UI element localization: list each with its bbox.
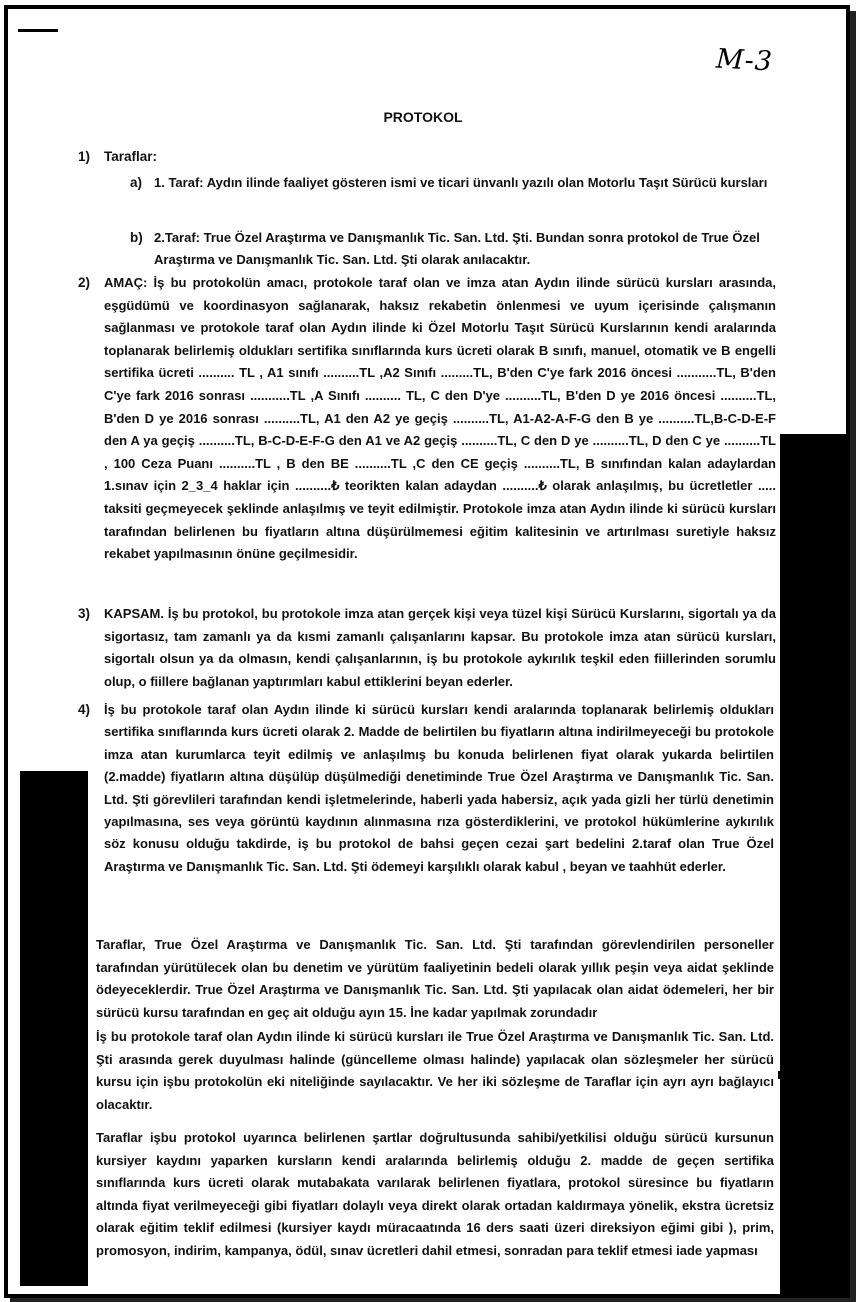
section-2-lead: AMAÇ: [104,275,148,290]
redaction-block-left [20,771,88,1286]
section-1-heading: Taraflar: [104,149,158,164]
section-4-paragraph-3: İş bu protokole taraf olan Aydın ilinde ki sürücü kursları ile True Özel Araştırma ve Danışmanlık Tic. San. Ltd. Şti arasında gerek duyulması halinde (güncelleme olması halinde) yapılacak olan sözleşmeler her sürücü kursu için işbu protokolün eki niteliğinde sayılacaktır. Ve her iki sözleşme de Taraflar için ayrı ayrı bağlayıcı olacaktır. [96,1029,774,1112]
section-1-number: 1) [78,149,91,164]
handwritten-note: M-3 [715,43,774,78]
section-3-text [104,603,776,693]
section-3-body: İş bu protokol, bu protokole imza atan gerçek kişi veya tüzel kişi Sürücü Kurslarını, sigortalı ya da sigortasız, tam zamanlı ya da kısmi zamanlı çalışanlarını kapsar. Bu protokole imza atan sürücü kursları, sigortalı olsun ya da olmasın, kendi çalışanlarının, iş bu protokole aykırılık teşkil eden fiillerinden sorumlu olup, o fiillere bağlanan yaptırımları kabul ettiklerini beyan ederler. [104,606,776,689]
section-2-text [104,272,776,566]
section-2-body: İş bu protokolün amacı, protokole taraf olan ve imza atan Aydın ilinde sürücü kursları arasında, eşgüdümü ve koordinasyon sağlanarak, haksız rekabetin önlenmesi ve uyum içerisinde çalışmanın sağlanması ve protokole taraf olan Aydın ilinde ki Özel Motorlu Taşıt Sürücü Kurslarının kendi aralarında toplanarak belirlemiş oldukları sertifika sınıflarında kurs ücreti olarak B sınıfı, manuel, otomatik ve B engelli sertifika ücreti .......... TL , A1 sınıfı ..........TL ,A2 Sınıfı .........TL, B'den C'ye fark 2016 öncesi ...........TL, B'den C'ye fark 2016 sonrası ...........TL ,A Sınıfı .......... TL, C den D'ye ..........TL, B'den D ye 2016 öncesi ..........TL, B'den D ye 2016 sonrası ..........TL, A1 den A2 ye geçiş ..........TL, A1-A2-A-F-G den B ye ..........TL,B-C-D-E-F den A ya geçiş ..........TL, B-C-D-E-F-G den A1 ve A2 geçiş ..........TL, C den D ye ..........TL, D den C ye ..........TL , 100 Ceza Puanı ..........TL , B den BE ..........TL ,C den CE geçiş ..........TL, B sınıfından kalan adaylardan 1.sınav için 2_3_4 haklar için ..........₺ teorikten kalan adaydan ..........₺ olarak anlaşılmış, bu ücretletler ..... taksiti geçmeyecek şeklinde anlaşılmış ve teyit edilmiştir. Protokole imza atan Aydın ilinde ki sürücü kursları tarafından belirlenen bu fiyatların altına düşürülmemesi eğitim kalitesinin ve artırılması suretiyle haksız rekabet yapılmasının önüne geçilmesidir. [104,275,776,562]
item-b-text: 2.Taraf: True Özel Araştırma ve Danışmanlık Tic. San. Ltd. Şti. Bundan sonra protokol de True Özel Araştırma ve Danışmanlık Tic. San. Ltd. Şti olarak anılacaktır. [154,230,760,267]
redaction-edge [778,1071,848,1079]
section-3-lead: KAPSAM. [104,606,164,621]
scan-mark [18,29,58,32]
section-3-number: 3) [78,606,91,621]
document-page [4,5,850,1298]
section-4-number: 4) [78,702,91,717]
item-a-text: 1. Taraf: Aydın ilinde faaliyet gösteren ismi ve ticari ünvanlı yazılı olan Motorlu Taşıt Sürücü kursları [154,175,768,190]
section-4-paragraph-2: Taraflar, True Özel Araştırma ve Danışmanlık Tic. San. Ltd. Şti tarafından görevlendirilen personeller tarafından yürütülecek olan bu denetim ve yürütüm faaliyetinin bedeli olarak yıllık peşin veya aidat şeklinde ödeyeceklerdir. True Özel Araştırma ve Danışmanlık Tic. San. Ltd. Şti yapılacak olan aidat ödemeleri, her bir sürücü kursu tarafından en geç ait olduğu ayın 15. İne kadar yapılmak zorundadır [96,937,774,1020]
redaction-block-right [780,434,846,1294]
item-a-label: a) [130,175,143,190]
section-2-number: 2) [78,275,91,290]
document-title: PROTOKOL [383,109,463,125]
item-b-label: b) [130,230,143,245]
section-4-paragraph-4: Taraflar işbu protokol uyarınca belirlenen şartlar doğrultusunda sahibi/yetkilisi olduğu sürücü kursunun kursiyer kaydını yaparken kursların kendi aralarında belirlemiş olduğu 2. madde de geçen sertifika sınıflarında kurs ücreti olarak mutabakata varılarak belirlenen fiyatlara, protokol süresince bu fiyatların altında fiyat verilmeyeceği gibi fiyatları dolaylı veya direkt olarak ortadan kaldırmaya yönelik, ekstra ücretsiz olarak eğitim teklif edilmesi (kursiyer kaydı müracaatında 16 ders saati üzeri direksiyon eğimi gibi ), prim, promosyon, indirim, kampanya, ödül, sınav ücretleri dahil etmesi, sonradan para teklif etmesi iade yapması [96,1130,774,1258]
section-4-paragraph-1: İş bu protokole taraf olan Aydın ilinde ki sürücü kursları kendi aralarında toplanarak belirlemiş oldukları sertifika sınıflarında kurs ücreti olarak 2. Madde de belirtilen bu fiyatların altına indirilmeyeceği bu protokole imza atan kurumlarca teyit edilmiş ve anlaşılmış bu konuda belirlenen fiyat olarak yukarda belirtilen (2.madde) fiyatların altına düşülüp düşülmediği denetiminde True Özel Araştırma ve Danışmanlık Tic. San. Ltd. Şti görevlileri tarafından kendi işletmelerinde, haberli yada habersiz, açık yada gizli her türlü denetimin yapılmasına, ses veya görüntü kaydının alınmasına rıza gösterdiklerini, ve protokol hükümlerine aykırılık söz konusu olduğu takdirde, iş bu protokol de bahsi geçen cezai şart bedelini 2.taraf olan True Özel Araştırma ve Danışmanlık Tic. San. Ltd. Şti ödemeyi karşılıklı olarak kabul , beyan ve taahhüt ederler. [104,702,774,874]
